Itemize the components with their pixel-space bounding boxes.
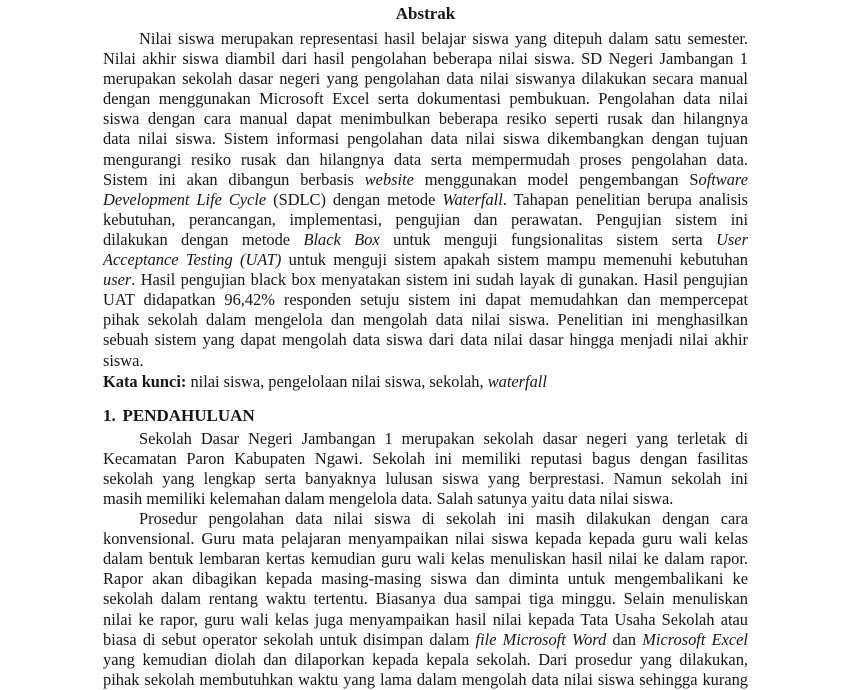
text-run: pihak sekolah dalam mengelola dan mengolah data nilai siswa. Penelitian ini menghasilkan <box>103 310 748 330</box>
abstract-paragraph-line-5 <box>103 109 748 129</box>
text-run: dalam bentuk lembaran kertas kemudian guru wali kelas menuliskan hasil nilai ke dalam rapor. <box>103 549 748 569</box>
abstract-paragraph-line-8 <box>103 170 748 190</box>
text-run: Waterfall <box>442 189 503 209</box>
text-run: oftware <box>698 169 748 189</box>
section-heading-pendahuluan-line-1 <box>103 405 748 426</box>
text-run: Microsoft Excel <box>642 629 748 649</box>
intro-paragraph-2-line-9-clipped <box>103 670 748 690</box>
abstract-paragraph-line-2 <box>103 49 748 69</box>
intro-paragraph-2-line-8 <box>103 650 748 670</box>
text-run: dilakukan dengan metode <box>103 229 304 249</box>
text-run: menggunakan model pengembangan S <box>413 169 699 189</box>
keywords-line <box>103 372 748 392</box>
text-run: file Microsoft Word <box>475 629 607 649</box>
text-run: . Hasil pengujian black box menyatakan sistem ini sudah layak di gunakan. Hasil pengujian <box>131 270 748 290</box>
intro-paragraph-1-line-2 <box>103 449 748 469</box>
abstract-title-line-1 <box>103 3 748 25</box>
text-run: . Tahapan penelitian berupa analisis <box>502 189 749 209</box>
text-run: User <box>716 229 748 249</box>
abstract-paragraph-line-1 <box>103 29 748 49</box>
abstract-paragraph-line-10 <box>103 210 748 230</box>
abstract-paragraph-line-13 <box>103 270 748 290</box>
text-run: user <box>103 270 132 290</box>
text-run: Development Life Cycle <box>103 189 267 209</box>
text-run: biasa di sebut operator sekolah untuk disimpan dalam <box>103 629 476 649</box>
text-run: dan <box>606 629 643 649</box>
text-run: waterfall <box>487 371 547 391</box>
abstract-paragraph-line-16 <box>103 330 748 350</box>
intro-paragraph-2-line-3 <box>103 549 748 569</box>
text-run: nilai ke rapor, guru wali kelas juga menyampaikan hasil nilai kepada Tata Usaha Sekolah atau <box>103 609 748 629</box>
text-run: Rapor akan dibagikan kepada masing-masing siswa dan diminta untuk mengembalikani ke <box>103 569 748 589</box>
text-run: Nilai akhir siswa diambil dari hasil pengolahan beberapa nilai siswa. SD Negeri Jambangan 1 <box>103 49 748 69</box>
abstract-paragraph-line-11 <box>103 230 748 250</box>
text-run: UAT didapatkan 96,42% responden setuju sistem ini dapat memudahkan dan mempercepat <box>103 290 748 310</box>
intro-paragraph-2-line-6 <box>103 610 748 630</box>
text-run: siswa dengan cara manual dapat menimbulkan beberapa resiko seperti rusak dan hilangnya <box>103 109 748 129</box>
abstract-paragraph-line-12 <box>103 250 748 270</box>
intro-paragraph-1-line-1 <box>103 429 748 449</box>
abstract-paragraph-line-14 <box>103 290 748 310</box>
text-run: mengurangi resiko rusak dan hilangnya data serta mempermudah proses pengolahan data. <box>103 149 748 169</box>
keywords-line-line-1 <box>103 372 748 392</box>
text-run: untuk menguji fungsionalitas sistem serta <box>379 229 717 249</box>
text-run: untuk menguji sistem apakah sistem mampu memenuhi kebutuhan <box>281 250 748 270</box>
text-run: Nilai siswa merupakan representasi hasil belajar siswa yang ditepuh dalam satu semester. <box>139 29 748 48</box>
intro-paragraph-2-line-1 <box>103 509 748 529</box>
abstract-paragraph-line-3 <box>103 69 748 89</box>
text-run: Abstrak <box>395 4 456 23</box>
text-run: Black Box <box>303 229 380 249</box>
abstract-paragraph-line-6 <box>103 129 748 149</box>
section-heading-pendahuluan <box>103 405 748 426</box>
text-run: konvensional. Guru mata pelajaran menyampaikan nilai siswa kepada kepada guru wali kelas <box>103 529 748 549</box>
text-run: dengan menggunakan Microsoft Excel serta dokumentasi pembukuan. Pengolahan data nilai <box>103 89 748 109</box>
text-run: masih memiliki kelemahan dalam mengelola data. Salah satunya yaitu data nilai siswa. <box>103 488 674 508</box>
abstract-paragraph-line-17 <box>103 351 748 371</box>
text-run: Prosedur pengolahan data nilai siswa di sekolah ini masih dilakukan dengan cara <box>139 509 748 529</box>
text-run: sebuah sistem yang dapat mengolah data siswa dari data nilai dasar hingga menjadi nilai akhir <box>103 330 748 350</box>
intro-paragraph-1-line-3 <box>103 469 748 489</box>
abstract-paragraph <box>103 29 748 371</box>
abstract-paragraph-line-7 <box>103 150 748 170</box>
text-run: nilai siswa, pengelolaan nilai siswa, sekolah, <box>186 371 488 391</box>
text-run: kebutuhan, perancangan, implementasi, pengujian dan perawatan. Pengujian sistem ini <box>103 209 748 229</box>
intro-paragraph-2-line-2 <box>103 529 748 549</box>
intro-paragraph-1-line-4 <box>103 489 748 509</box>
text-run: merupakan sekolah dasar negeri yang pengolahan data nilai siswanya dilakukan secara manual <box>103 69 748 89</box>
abstract-paragraph-line-4 <box>103 89 748 109</box>
text-run: data nilai siswa. Sistem informasi pengolahan data nilai siswa dikembangkan dengan tujuan <box>103 129 748 149</box>
text-run: Kecamatan Paron Kabupaten Ngawi. Sekolah ini memiliki reputasi bagus dengan fasilitas <box>103 448 748 468</box>
intro-paragraph-2-line-7 <box>103 630 748 650</box>
text-run: Sistem ini akan dibangun berbasis <box>103 169 365 189</box>
text-run: 1. PENDAHULUAN <box>103 405 255 425</box>
intro-paragraph-2 <box>103 509 748 690</box>
text-run: (SDLC) dengan metode <box>266 189 443 209</box>
abstract-paragraph-line-15 <box>103 310 748 330</box>
text-run: siswa. <box>103 350 144 370</box>
abstract-title <box>103 3 748 25</box>
intro-paragraph-1 <box>103 429 748 509</box>
text-run: yang kemudian diolah dan dilaporkan kepada kepala sekolah. Dari prosedur yang dilakukan, <box>103 649 748 669</box>
intro-paragraph-2-line-4 <box>103 569 748 589</box>
text-run: Sekolah Dasar Negeri Jambangan 1 merupakan sekolah dasar negeri yang terletak di <box>139 428 748 448</box>
text-run: Acceptance Testing (UAT) <box>103 250 282 270</box>
intro-paragraph-2-line-5 <box>103 589 748 609</box>
text-run: sekolah dalam rentang waktu tertentu. Biasanya dua sampai tiga minggu. Selain menuliskan <box>103 589 748 609</box>
text-run: Kata kunci: <box>103 371 187 391</box>
text-run: website <box>364 169 414 189</box>
text-run: sekolah yang lengkap serta banyaknya lulusan siswa yang berprestasi. Namun sekolah ini <box>103 468 748 488</box>
abstract-paragraph-line-9 <box>103 190 748 210</box>
text-run: pihak sekolah membutuhkan waktu yang lama dalam mengolah data nilai siswa sehingga kurang <box>103 669 748 689</box>
